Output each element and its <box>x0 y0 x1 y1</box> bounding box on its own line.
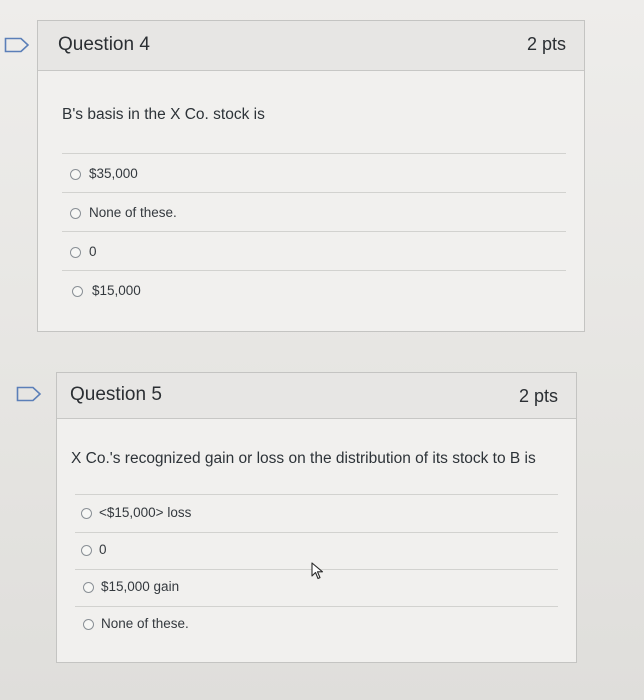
question-5-points: 2 pts <box>518 386 558 406</box>
radio-button[interactable] <box>70 169 81 180</box>
answer-label: $35,000 <box>89 166 138 181</box>
question-4-prompt: B's basis in the X Co. stock is <box>62 106 265 123</box>
answer-option[interactable] <box>57 608 576 646</box>
divider <box>75 494 558 495</box>
divider <box>62 231 566 232</box>
divider <box>62 153 566 154</box>
radio-button[interactable] <box>83 619 94 630</box>
divider <box>62 270 566 271</box>
answer-label: 0 <box>89 244 97 259</box>
question-5-card <box>56 372 577 663</box>
radio-button[interactable] <box>83 582 94 593</box>
radio-button[interactable] <box>81 508 92 519</box>
divider <box>75 606 558 607</box>
radio-button[interactable] <box>72 286 83 297</box>
question-4-header <box>38 21 584 71</box>
radio-button[interactable] <box>81 545 92 556</box>
question-5-prompt: X Co.'s recognized gain or loss on the distribution of its stock to B is <box>71 450 536 467</box>
question-4-card <box>37 20 585 332</box>
answer-option[interactable] <box>57 496 576 534</box>
radio-button[interactable] <box>70 208 81 219</box>
answer-label: 0 <box>99 542 107 557</box>
radio-button[interactable] <box>70 247 81 258</box>
answer-label: None of these. <box>101 616 189 631</box>
answer-label: $15,000 gain <box>101 579 180 594</box>
flag-question-5-icon[interactable] <box>16 386 42 402</box>
question-4-title: Question 4 <box>58 34 150 55</box>
question-5-title: Question 5 <box>70 384 162 405</box>
divider <box>62 192 566 193</box>
mouse-pointer-icon <box>311 562 325 585</box>
answer-option[interactable] <box>38 156 584 194</box>
question-5-header <box>57 373 576 419</box>
answer-option[interactable] <box>38 273 584 311</box>
divider <box>75 532 558 533</box>
answer-option[interactable] <box>38 234 584 272</box>
answer-label: <$15,000> loss <box>99 505 192 520</box>
flag-question-4-icon[interactable] <box>4 37 30 53</box>
question-4-points: 2 pts <box>526 34 566 54</box>
answer-option[interactable] <box>38 195 584 233</box>
answer-label: $15,000 <box>92 283 141 298</box>
answer-label: None of these. <box>89 205 177 220</box>
